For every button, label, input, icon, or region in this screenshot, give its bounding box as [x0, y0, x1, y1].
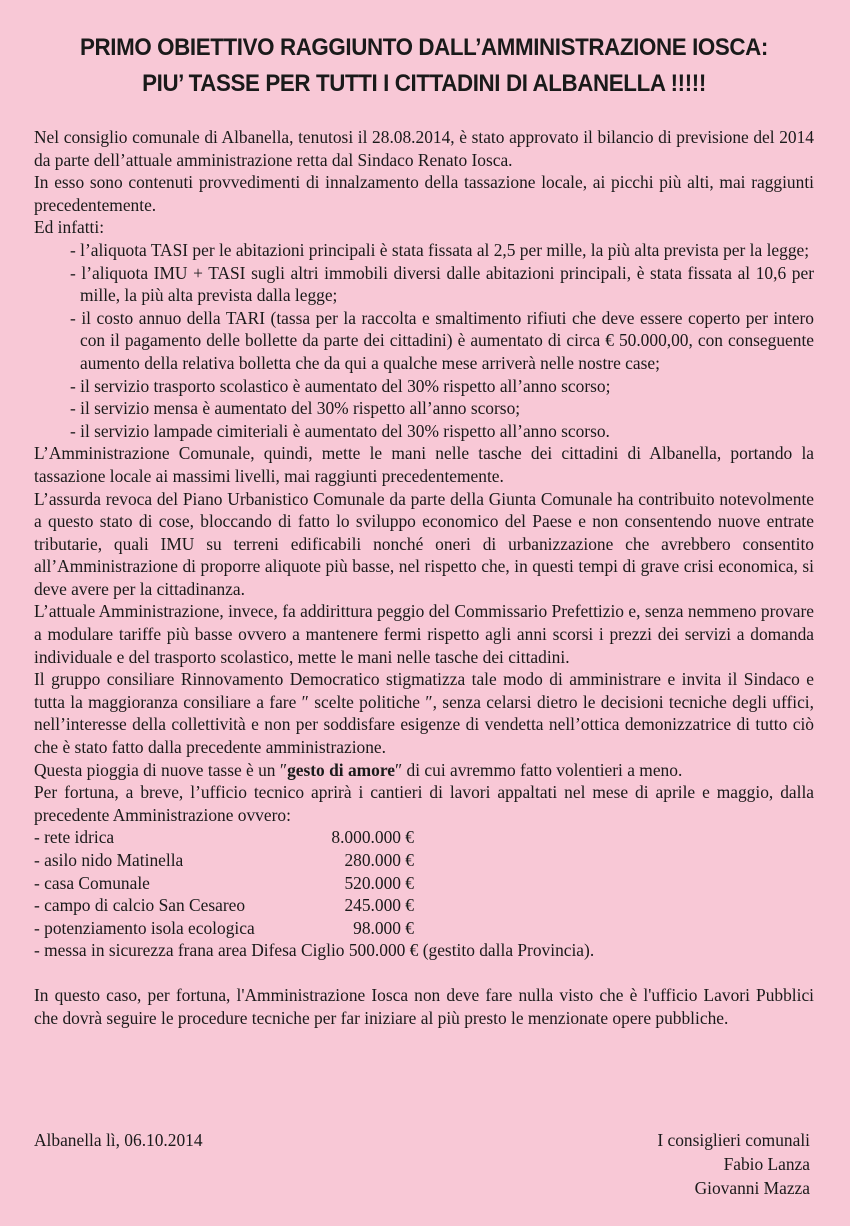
- paragraph-intro: Nel consiglio comunale di Albanella, tenutosi il 28.08.2014, è stato approvato il bilancio di previsione del 2014 da parte dell’attuale amministrazione retta dal Sindaco Renato Iosca.: [34, 127, 814, 170]
- signer-name: Giovanni Mazza: [694, 1178, 810, 1198]
- work-name: - casa Comunale: [34, 872, 150, 893]
- signers-title: I consiglieri comunali: [657, 1130, 810, 1150]
- spacer: [34, 962, 814, 984]
- list-item: - il costo annuo della TARI (tassa per la raccolta e smaltimento rifiuti che deve essere coperto per intero con il pagamento delle bollette da parte dei cittadini) è aumentato di circa € 50.000,00, con conseguente aumento della relativa bolletta che da qui a qualche mese arriverà nelle nostre case;: [70, 307, 814, 373]
- document-title: [61, 30, 786, 102]
- paragraph-ed-infatti: Ed infatti:: [34, 217, 105, 238]
- paragraph-cantieri: Per fortuna, a breve, l’ufficio tecnico aprirà i cantieri di lavori appaltati nel mese di aprile e maggio, dalla precedente Amministrazione ovvero:: [34, 782, 814, 825]
- signer-name: Fabio Lanza: [723, 1154, 810, 1174]
- list-item: - il servizio lampade cimiteriali è aumentato del 30% rispetto all’anno scorso.: [70, 420, 610, 441]
- title-line-2: PIU’ TASSE PER TUTTI I CITTADINI DI ALBANELLA !!!!!: [142, 70, 706, 97]
- work-name: - rete idrica: [34, 827, 115, 848]
- paragraph-amministrazione: L’Amministrazione Comunale, quindi, mette le mani nelle tasche dei cittadini di Albanella, portando la tassazione locale ai massimi livelli, mai raggiunti precedentemente.: [34, 443, 814, 486]
- paragraph-gruppo-consiliare: Il gruppo consiliare Rinnovamento Democratico stigmatizza tale modo di amministrare e invita il Sindaco e tutta la maggioranza consiliare a fare ″ scelte politiche ″, senza celarsi dietro le decisioni tecniche degli uffici, nell’interesse della collettività e non per soddisfare esigenze di vendetta nell’ottica demonizzatrice di tutto ciò che è stato fatto dalla precedente amministrazione.: [34, 669, 814, 758]
- paragraph-taxation: In esso sono contenuti provvedimenti di innalzamento della tassazione locale, ai picchi più alti, mai raggiunti precedentemente.: [34, 172, 814, 215]
- table-row: [34, 872, 414, 895]
- work-amount: 520.000 €: [344, 872, 414, 893]
- list-item: - l’aliquota TASI per le abitazioni principali è stata fissata al 2,5 per mille, la più alta prevista per la legge;: [70, 239, 810, 260]
- work-name: - campo di calcio San Cesareo: [34, 895, 246, 916]
- work-amount: 8.000.000 €: [331, 827, 414, 848]
- work-amount: 280.000 €: [344, 850, 414, 870]
- place-date: Albanella lì, 06.10.2014: [34, 1130, 203, 1150]
- list-item: - il servizio trasporto scolastico è aumentato del 30% rispetto all’anno scorso;: [70, 375, 611, 396]
- table-row: [34, 826, 414, 849]
- work-item-frana: - messa in sicurezza frana area Difesa Ciglio 500.000 € (gestito dalla Provincia).: [34, 940, 595, 961]
- list-item: - l’aliquota IMU + TASI sugli altri immobili diversi dalle abitazioni principali, è stata fissata al 10,6 per mille, la più alta prevista dalla legge;: [70, 262, 814, 306]
- table-row: [34, 894, 414, 917]
- paragraph-gesto-di-amore: [34, 759, 814, 782]
- tax-list: [34, 239, 814, 442]
- work-name: - asilo nido Matinella: [34, 850, 184, 870]
- work-amount: 245.000 €: [344, 895, 414, 916]
- title-line-1: PRIMO OBIETTIVO RAGGIUNTO DALL’AMMINISTRAZIONE IOSCA:: [80, 34, 768, 61]
- text-segment: ″ di cui avremmo fatto volentieri a meno.: [394, 759, 683, 780]
- works-table: [34, 826, 414, 939]
- paragraph-closing: In questo caso, per fortuna, l'Amministrazione Iosca non deve fare nulla visto che è l'ufficio Lavori Pubblici che dovrà seguire le procedure tecniche per far iniziare al più presto le menzionate opere pubbliche.: [34, 984, 814, 1028]
- text-segment: Questa pioggia di nuove tasse è un ″: [34, 759, 288, 780]
- paragraph-revoca-puc: L’assurda revoca del Piano Urbanistico Comunale da parte della Giunta Comunale ha contribuito notevolmente a questo stato di cose, bloccando di fatto lo sviluppo economico del Paese e non consentendo nuove entrate tributarie, quali IMU su terreni edificabili nonché oneri di urbanizzazione che avrebbero consentito all’Amministrazione di proporre aliquote più basse, nel rispetto che, in questi tempi di grave crisi economica, si deve avere per la cittadinanza.: [34, 488, 814, 599]
- emphasis-gesto-di-amore: gesto di amore: [287, 759, 395, 780]
- list-item: - il servizio mensa è aumentato del 30% rispetto all’anno scorso;: [70, 398, 521, 419]
- table-row: [34, 849, 414, 872]
- paragraph-attuale-amministrazione: L’attuale Amministrazione, invece, fa addirittura peggio del Commissario Prefettizio e, senza nemmeno provare a modulare tariffe più basse ovvero a mantenere fermi rispetto agli anni scorsi i prezzi dei servizi a domanda individuale e del trasporto scolastico, mette le mani nelle tasche dei cittadini.: [34, 601, 814, 667]
- signers: [657, 1128, 810, 1200]
- work-amount: 98.000 €: [353, 917, 414, 938]
- table-row: [34, 917, 414, 940]
- document-body: [34, 126, 814, 1029]
- work-name: - potenziamento isola ecologica: [34, 917, 255, 938]
